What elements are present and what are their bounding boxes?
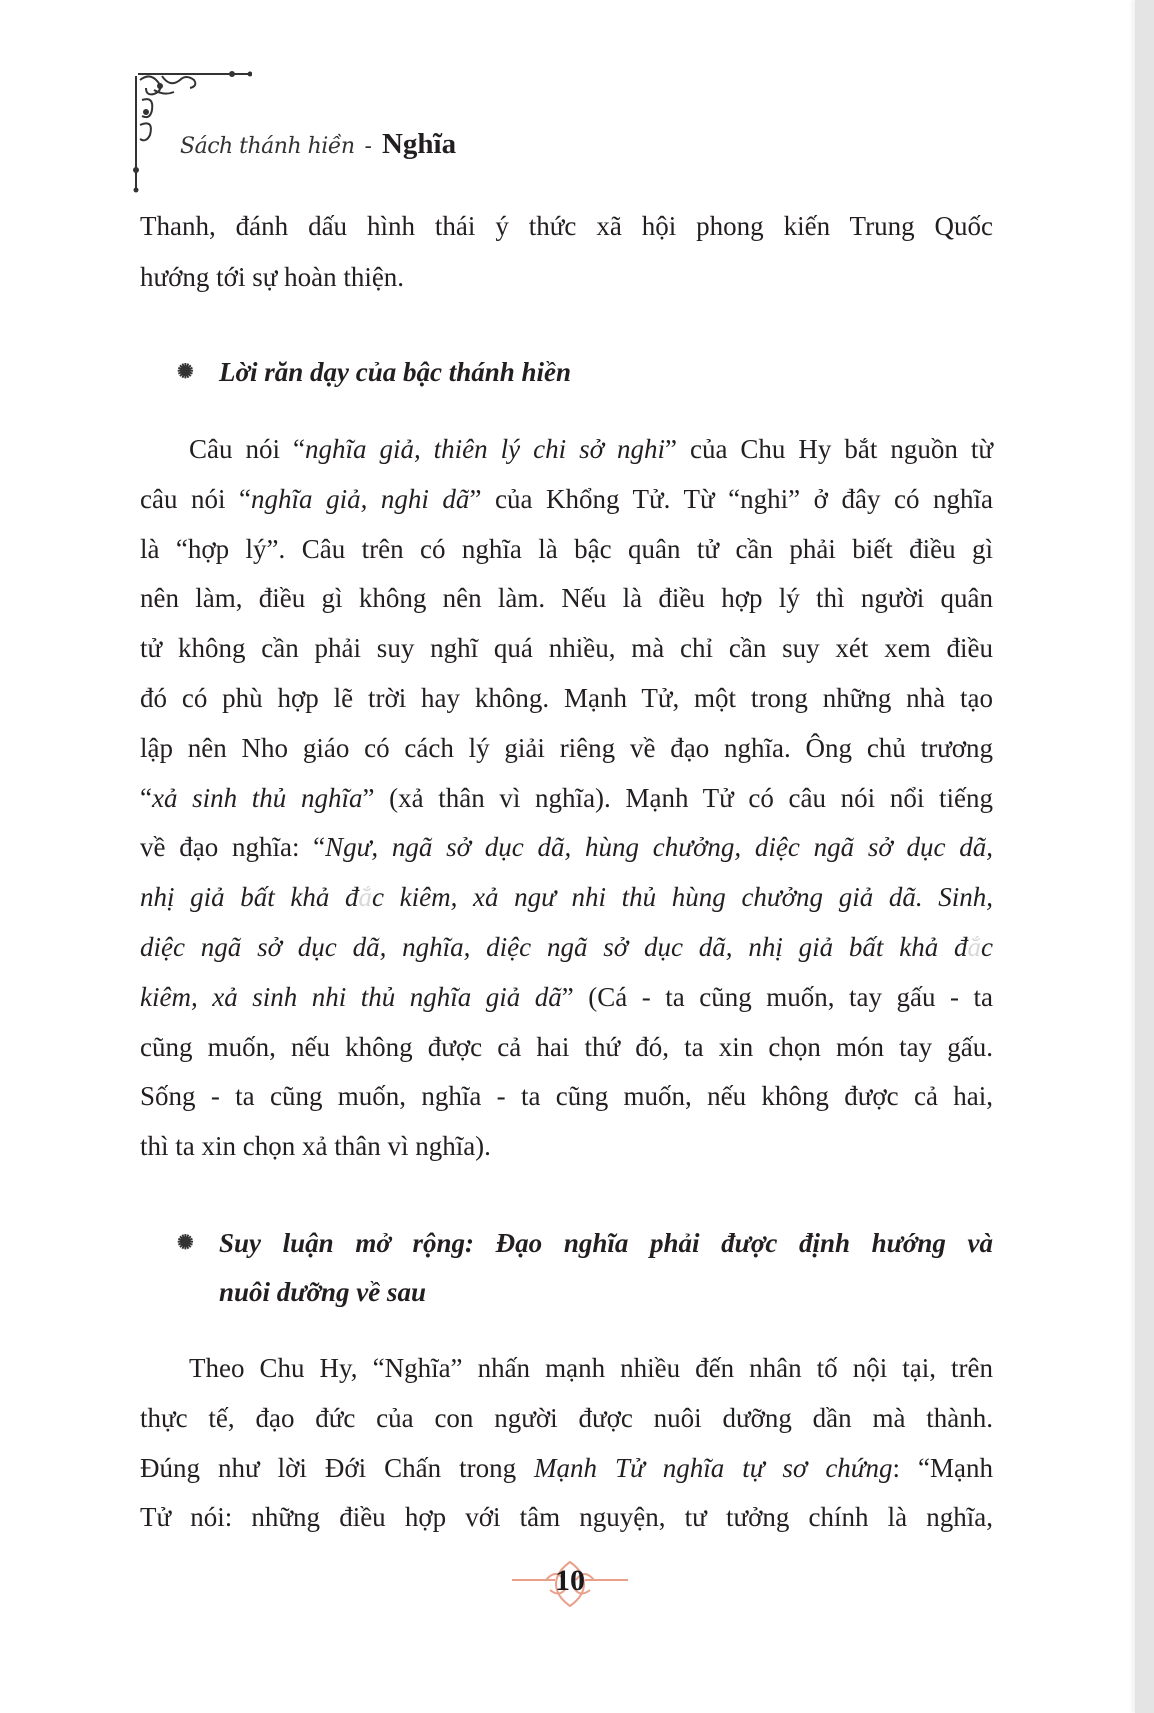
text-run: lập nên Nho giáo có cách lý giải riêng về đạo nghĩa. Ông chủ trương [140, 732, 993, 763]
section-heading [177, 1218, 993, 1268]
text-run: nghĩa giả, nghi dã [251, 483, 470, 514]
body-line [140, 822, 993, 872]
text-run: nên làm, điều gì không nên làm. Nếu là điều hợp lý thì người quân [140, 583, 993, 614]
text-run: “ [140, 782, 152, 813]
page-number-ornament [510, 1560, 630, 1610]
text-run: Mạnh Tử nghĩa tự sơ chứng [534, 1452, 893, 1483]
text-run: cũng muốn, nếu không được cả hai thứ đó, ta xin chọn món tay gấu. [140, 1031, 993, 1062]
text-run: ” của Khổng Tử. Từ “nghi” ở đây có nghĩa [469, 483, 993, 514]
text-run: c [981, 932, 993, 962]
body-line [140, 474, 993, 524]
header-separator: - [364, 134, 372, 159]
section-heading [177, 1267, 993, 1317]
body-line [140, 872, 993, 922]
book-title: Nghĩa [381, 128, 457, 160]
text-run: thì ta xin chọn xả thân vì nghĩa). [140, 1131, 491, 1162]
scrollbar-track[interactable] [1135, 0, 1154, 1713]
body-line [189, 424, 993, 474]
body-line [140, 252, 993, 302]
section-heading-text: Suy luận mở rộng: Đạo nghĩa phải được định hướng và [219, 1228, 993, 1258]
body-line [140, 723, 993, 773]
text-run: câu nói “ [140, 483, 252, 514]
text-run: Theo Chu Hy, “Nghĩa” nhấn mạnh nhiều đến nhân tố nội tại, trên [189, 1353, 993, 1383]
text-run: Ngư, ngã sở dục dã, hùng chưởng, diệc ngã sở dục dã, [325, 832, 993, 863]
flower-bullet-icon: ✺ [177, 1232, 194, 1254]
body-line [140, 972, 993, 1022]
body-line [189, 1343, 993, 1393]
body-line [140, 201, 993, 251]
text-run: ” (Cá - ta cũng muốn, tay gấu - ta [561, 981, 993, 1012]
text-run: ắ [358, 882, 373, 913]
text-run: Thanh, đánh dấu hình thái ý thức xã hội phong kiến Trung Quốc [140, 211, 993, 241]
text-run: Câu nói “ [189, 434, 305, 464]
text-run: nhị giả bất khả đ [140, 882, 359, 913]
text-run: Tử nói: những điều hợp với tâm nguyện, tư tưởng chính là nghĩa, [140, 1502, 993, 1533]
text-run: Sống - ta cũng muốn, nghĩa - ta cũng muốn, nếu không được cả hai, [140, 1081, 993, 1112]
body-line [140, 1121, 993, 1171]
text-run: về đạo nghĩa: “ [140, 832, 326, 863]
running-header [180, 124, 456, 164]
text-run: ” của Chu Hy bắt nguồn từ [665, 434, 993, 464]
body-line [140, 573, 993, 623]
text-run: tử không cần phải suy nghĩ quá nhiều, mà chỉ cần suy xét xem điều [140, 633, 993, 664]
body-line [140, 524, 993, 574]
body-line [140, 1443, 993, 1493]
text-run: đó có phù hợp lẽ trời hay không. Mạnh Tử, một trong những nhà tạo [140, 683, 993, 713]
text-run: diệc ngã sở dục dã, nghĩa, diệc ngã sở dục dã, nhị giả bất khả đ [140, 932, 968, 962]
body-line [140, 623, 993, 673]
page-number: 10 [555, 1564, 585, 1597]
section-heading-text: Lời răn dạy của bậc thánh hiền [219, 357, 572, 387]
text-run: là “hợp lý”. Câu trên có nghĩa là bậc quân tử cần phải biết điều gì [140, 533, 993, 564]
text-run: thực tế, đạo đức của con người được nuôi dưỡng dần mà thành. [140, 1402, 993, 1433]
section-heading [177, 347, 993, 397]
body-line [140, 773, 993, 823]
body-line [140, 1393, 993, 1443]
body-line [140, 1071, 993, 1121]
series-title: Sách thánh hiền [180, 134, 355, 159]
text-run: c kiêm, xả ngư nhi thủ hùng chưởng giả dã. Sinh, [372, 882, 993, 913]
text-run: : “Mạnh [892, 1452, 993, 1483]
body-line [140, 1022, 993, 1072]
text-run: nghĩa giả, thiên lý chi sở nghi [304, 434, 665, 464]
text-run: Đúng như lời Đới Chấn trong [140, 1452, 535, 1483]
body-line [140, 673, 993, 723]
flower-bullet-icon: ✺ [177, 361, 194, 383]
text-run: kiêm, xả sinh nhi thủ nghĩa giả dã [140, 981, 562, 1012]
section-heading-text: nuôi dưỡng về sau [219, 1277, 426, 1307]
body-line [140, 922, 993, 972]
text-run: ” (xả thân vì nghĩa). Mạnh Tử có câu nói nổi tiếng [362, 782, 993, 813]
text-run: ắ [967, 932, 982, 962]
text-run: hướng tới sự hoàn thiện. [140, 262, 405, 292]
body-line [140, 1492, 993, 1542]
text-run: xả sinh thủ nghĩa [151, 782, 363, 813]
